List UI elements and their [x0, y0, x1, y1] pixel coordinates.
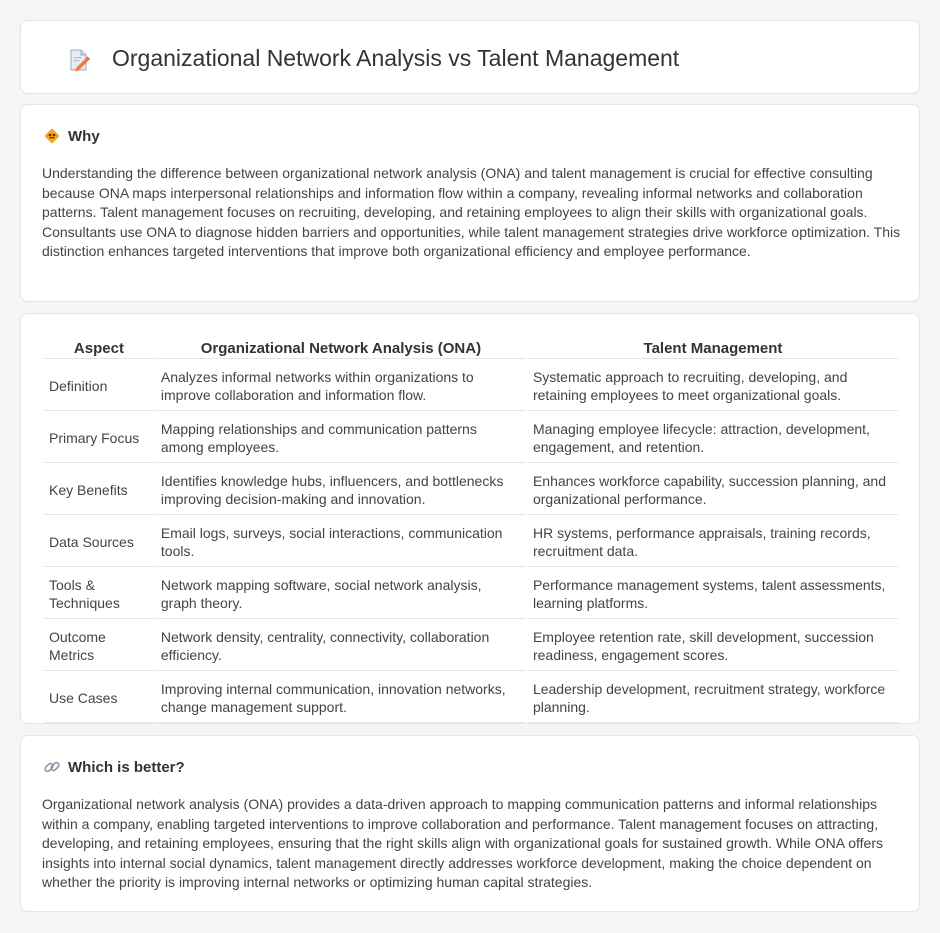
ona-cell: Network mapping software, social network analysis, graph theory. [156, 569, 526, 619]
ona-cell: Mapping relationships and communication patterns among employees. [156, 413, 526, 463]
ona-cell: Identifies knowledge hubs, influencers, and bottlenecks improving decision-making and innovation. [156, 465, 526, 515]
diamond-sign-icon [43, 127, 61, 145]
better-text: Organizational network analysis (ONA) provides a data-driven approach to mapping communication patterns and informal relationships within a company, enabling targeted interventions to improve collaboration and performance. Talent management focuses on attracting, developing, and retaining employees, ensuring that the right skills align with organizational goals for sustained growth. While ONA offers insights into internal social dynamics, talent management directly addresses workforce development, making the choice dependent on whether the priority is improving internal networks or optimizing human capital strategies. [42, 796, 883, 890]
tm-cell: Enhances workforce capability, succession planning, and organizational performance. [528, 465, 898, 515]
aspect-cell: Outcome Metrics [44, 621, 154, 671]
header-aspect: Aspect [44, 336, 154, 359]
aspect-cell: Definition [44, 361, 154, 411]
tm-cell: Employee retention rate, skill development, succession readiness, engagement scores. [528, 621, 898, 671]
table-row [44, 361, 898, 411]
tm-cell: Leadership development, recruitment strategy, workforce planning. [528, 673, 898, 723]
better-title: Which is better? [68, 758, 185, 776]
tm-cell: Managing employee lifecycle: attraction, development, engagement, and retention. [528, 413, 898, 463]
why-section [20, 104, 920, 302]
aspect-cell: Key Benefits [44, 465, 154, 515]
why-title: Why [68, 127, 100, 145]
header-ona: Organizational Network Analysis (ONA) [156, 336, 526, 359]
table-row [44, 621, 898, 671]
why-text: Understanding the difference between organizational network analysis (ONA) and talent management is crucial for effective consulting because ONA maps interpersonal relationships and information flow within a company, revealing informal networks and collaboration patterns. Talent management focuses on recruiting, developing, and retaining employees to align their skills with organizational goals. Consultants use ONA to diagnose hidden barriers and opportunities, while talent management strategies drive workforce optimization. This distinction enhances targeted interventions that improve both organizational efficiency and employee performance. [42, 165, 901, 259]
tm-cell: HR systems, performance appraisals, training records, recruitment data. [528, 517, 898, 567]
tm-cell: Systematic approach to recruiting, developing, and retaining employees to meet organizational goals. [528, 361, 898, 411]
table-row [44, 569, 898, 619]
comparison-table-card [20, 313, 920, 724]
table-header-row [44, 336, 898, 359]
header-card [20, 20, 920, 94]
header-talent-management: Talent Management [528, 336, 898, 359]
link-icon [43, 758, 61, 776]
which-is-better-section [20, 735, 920, 912]
document-pencil-icon [67, 48, 91, 72]
table-row [44, 465, 898, 515]
tm-cell: Performance management systems, talent assessments, learning platforms. [528, 569, 898, 619]
page-title: Organizational Network Analysis vs Talent Management [112, 45, 680, 71]
table-row [44, 517, 898, 567]
aspect-cell: Tools & Techniques [44, 569, 154, 619]
ona-cell: Improving internal communication, innovation networks, change management support. [156, 673, 526, 723]
ona-cell: Network density, centrality, connectivity, collaboration efficiency. [156, 621, 526, 671]
table-row [44, 413, 898, 463]
aspect-cell: Data Sources [44, 517, 154, 567]
comparison-table [42, 334, 900, 725]
ona-cell: Analyzes informal networks within organizations to improve collaboration and information flow. [156, 361, 526, 411]
aspect-cell: Use Cases [44, 673, 154, 723]
aspect-cell: Primary Focus [44, 413, 154, 463]
table-row [44, 673, 898, 723]
ona-cell: Email logs, surveys, social interactions, communication tools. [156, 517, 526, 567]
